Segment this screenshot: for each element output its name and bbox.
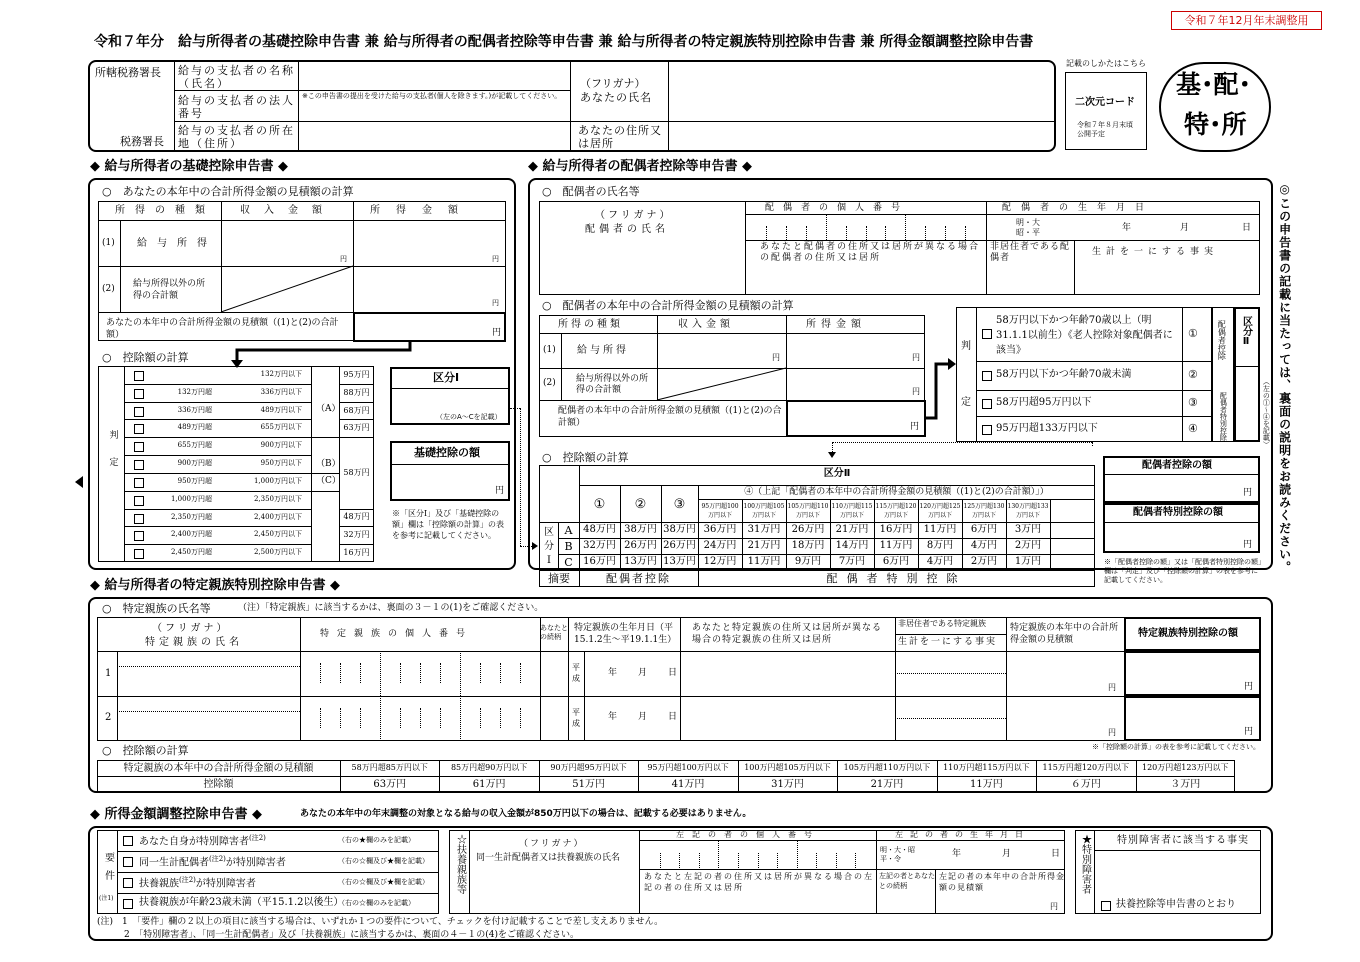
adjust-req2-label: 同一生計配偶者$^{(注2)}$が特別障害者: [139, 855, 286, 869]
relative-range-4: 100万円超105万円以下: [744, 763, 831, 772]
relative-amount-8: ３万円: [1170, 779, 1201, 790]
spouse-table-cell: 26万円: [663, 540, 696, 551]
spouse-calc-title: ○ 配偶者の本年中の合計所得金額の見積額の計算: [542, 299, 794, 312]
spouse-col-income: 収入金額: [678, 319, 734, 330]
relative-range-6: 110万円超115万円以下: [943, 763, 1030, 772]
basic-judge-checkbox-1[interactable]: [134, 371, 144, 381]
basic-range-hi: 336万円以下: [260, 387, 302, 396]
spouse-name-field[interactable]: [540, 240, 744, 294]
adjust-fact-checkbox[interactable]: [1101, 901, 1111, 911]
spouse-judge-t: 定: [961, 397, 971, 408]
qr-note2: 公開予定: [1077, 130, 1105, 138]
relative-amount-title: 特定親族特別控除の額: [1138, 628, 1238, 639]
spouse-table-cell: 2万円: [1014, 540, 1042, 551]
spouse-range-1: 100万円超105万円以下: [743, 503, 785, 519]
adjust-req4-checkbox[interactable]: [123, 899, 133, 909]
relative-row2-no: 2: [105, 712, 112, 723]
spouse-kubun1-label: 区分Ⅰ: [544, 527, 554, 566]
adjust-note2: 2 「特別障害者」、「同一生計配偶者」及び「扶養親族」に該当するかは、裏面の４－１の(4)をご確認ください。: [97, 930, 579, 940]
relative-range-7: 115万円超120万円以下: [1042, 763, 1130, 772]
relative-amount-3: 41万円: [671, 779, 705, 790]
adjust-era: 明・大・昭 平・令: [880, 846, 915, 863]
adjust-star-white: ☆扶養親族等: [454, 834, 466, 894]
spouse-table-cell: 18万円: [791, 540, 825, 551]
spouse-table-cell: 12万円: [703, 556, 737, 567]
adjust-req4-note: （右の☆欄のみを記載）: [338, 899, 415, 907]
adjust-address-label: あなたと左記の者の住所又は居所が異なる場合の左記の者の住所又は居所: [644, 872, 874, 892]
adjust-birth-field[interactable]: [920, 841, 1064, 868]
spouse-range-2: 105万円超110万円以下: [787, 503, 829, 519]
relative-birth-field-1[interactable]: [569, 652, 679, 695]
spouse-range-5: 120万円超125万円以下: [919, 503, 961, 519]
relative-heading: ◆ 給与所得者の特定親族特別控除申告書 ◆: [90, 578, 341, 593]
spouse-summary-spded: 配偶者特別控除: [826, 572, 967, 585]
basic-cat-a: （A）: [316, 404, 341, 414]
basic-judge-checkbox-2[interactable]: [134, 389, 144, 399]
spouse-side-spded: 配偶者特別控除: [1219, 392, 1228, 441]
basic-amount-1: 88万円: [343, 387, 370, 397]
adjust-star-black: ★特別障害者: [1079, 834, 1091, 894]
your-name-label: あなたの氏名: [580, 91, 652, 104]
spouse-table-cell: 16万円: [583, 556, 616, 567]
payer-number-cells[interactable]: [298, 104, 570, 121]
relative-address-field-1[interactable]: [681, 652, 894, 695]
spouse-table-cell: 4万円: [926, 556, 954, 567]
spouse-judge-4-checkbox[interactable]: [982, 425, 992, 435]
spouse-table-cell: 4万円: [970, 540, 998, 551]
spouse-ded-field[interactable]: [1105, 476, 1258, 501]
spouse-table-cell: 13万円: [663, 556, 696, 567]
spouse-table-cell: 14万円: [835, 540, 869, 551]
spouse-table-cell: A: [564, 524, 573, 537]
adjust-req3-checkbox[interactable]: [123, 878, 133, 888]
spouse-note: ※「配偶者控除の額」又は「配偶者特別控除の額」欄は「判定」及び「控除額の計算」の表を参考に記載してください。: [1104, 558, 1262, 584]
adjust-mynumber-field[interactable]: [640, 841, 875, 868]
basic-range-hi: 1,000万円以下: [253, 476, 302, 485]
relative-range-1: 85万円超90万円以下: [450, 763, 528, 772]
basic-judge-checkbox-11[interactable]: [134, 549, 144, 559]
spouse-table-cell: 26万円: [791, 524, 825, 535]
spouse-total-field[interactable]: [786, 400, 926, 437]
basic-amount-7: 16万円: [343, 548, 370, 558]
spouse-range-3: 110万円超115万円以下: [831, 503, 873, 519]
relative-tbl-label1: 特定親族の本年中の合計所得金額の見積額: [123, 763, 314, 774]
relative-amount-6: 11万円: [970, 779, 1003, 790]
spouse-address-label: あなたと配偶者の住所又は居所が異なる場合の配偶者の住所又は居所: [760, 242, 981, 263]
basic-calc-title: ○ あなたの本年中の合計所得金額の見積額の計算: [102, 185, 354, 198]
spouse-col-earn: 所得金額: [806, 319, 866, 330]
spouse-spded-title: 配偶者特別控除の額: [1133, 507, 1223, 518]
basic-range-lo: 900万円超: [177, 459, 212, 468]
spouse-table-cell: 11万円: [923, 524, 957, 535]
basic-range-lo: 336万円超: [177, 405, 212, 414]
basic-range-lo: 950万円超: [177, 476, 212, 485]
relative-amount-7: ６万円: [1070, 779, 1101, 790]
basic-salary-earn-field[interactable]: [354, 221, 505, 265]
basic-judge-checkbox-4[interactable]: [134, 424, 144, 434]
basic-range-hi: 950万円以下: [260, 459, 302, 468]
payer-name-label: 給与の支払者の名称（氏名）: [178, 64, 295, 90]
adjust-rel-label: 左記の者とあなたとの続柄: [879, 872, 935, 890]
relative-nonres-label: 非居住者である特定親族: [898, 619, 986, 628]
relative-range-5: 105万円超110万円以下: [843, 763, 931, 772]
relative-range-2: 90万円超95万円以下: [550, 763, 627, 772]
relative-name-field-2[interactable]: [118, 712, 299, 740]
basic-amount-0: 95万円: [343, 369, 370, 379]
spouse-table-cell: 13万円: [624, 556, 657, 567]
spouse-summary-ded: 配偶者控除: [606, 572, 671, 585]
basic-judge-checkbox-5[interactable]: [134, 442, 144, 452]
spouse-table-cell: 8万円: [926, 540, 954, 551]
spouse-range-7: 130万円超133万円以下: [1007, 503, 1049, 519]
spouse-table-cell: C: [564, 556, 573, 569]
basic-range-lo: 2,450万円超: [170, 548, 212, 557]
basic-amount-3: 63万円: [343, 423, 370, 433]
spouse-heading: ◆ 給与所得者の配偶者控除等申告書 ◆: [528, 159, 753, 174]
spouse-judge-h: 判: [961, 341, 971, 352]
spouse-livelihood-label: 生計を一にする事実: [1092, 247, 1219, 257]
basic-range-lo: 132万円超: [177, 387, 212, 396]
basic-range-hi: 489万円以下: [260, 405, 302, 414]
relative-deduct-title: ○ 控除額の計算: [102, 744, 189, 757]
office-suffix: 税務署長: [120, 135, 164, 148]
spouse-birth-field[interactable]: [1050, 215, 1259, 239]
basic-cat-c: （C）: [316, 476, 341, 486]
spouse-k2-head: 区分Ⅱ: [823, 468, 851, 479]
basic-range-hi: 2,500万円以下: [253, 548, 302, 557]
spouse-row1-label: 給与所得: [577, 345, 629, 356]
spouse-col-type: 所得の種類: [558, 319, 623, 330]
basic-range-lo: 1,000万円超: [170, 494, 212, 503]
relative-income-label: 特定親族の本年中の合計所得金額の見積額: [1010, 623, 1119, 645]
basic-range-hi: 132万円以下: [260, 370, 302, 378]
spouse-table-cell: 7万円: [838, 556, 866, 567]
relative-amount-2: 51万円: [572, 779, 605, 790]
spouse-salary-income-field[interactable]: [658, 334, 785, 367]
basic-judge-checkbox-6[interactable]: [134, 460, 144, 470]
basic-amount-title: 基礎控除の額: [414, 446, 480, 459]
spouse-salary-earn-field[interactable]: [787, 334, 924, 367]
adjust-name-label: 同一生計配偶者又は扶養親族の氏名: [476, 853, 621, 863]
relative-name-note: （注）「特定親族」に該当するかは、裏面の３－１の(1)をご確認ください。: [238, 603, 544, 613]
basic-row1-label: 給 与 所 得: [137, 238, 207, 249]
spouse-name-label: 配偶者の氏名: [585, 224, 669, 235]
spouse-judge-1: 58万円以下かつ年齢70歳以上（明31.1.1以前生）《老人控除対象配偶者に該当》: [996, 315, 1173, 356]
spouse-table-cell: 9万円: [794, 556, 822, 567]
relative-income-field-2[interactable]: [1007, 697, 1123, 740]
basic-range-lo: 2,350万円超: [170, 512, 212, 521]
adjust-req-sup: (注1): [99, 895, 114, 902]
basic-range-hi: 655万円以下: [260, 423, 302, 432]
relative-range-0: 58万円超85万円以下: [351, 763, 428, 772]
spouse-range-6: 125万円超130万円以下: [963, 503, 1005, 519]
adjust-fact-field[interactable]: [1095, 851, 1260, 895]
adjust-req2-checkbox[interactable]: [123, 857, 133, 867]
spouse-table-cell: 31万円: [747, 524, 781, 535]
relative-name-label: 特定親族の氏名: [145, 637, 243, 648]
spouse-table-cell: 11万円: [879, 540, 913, 551]
relative-amount-0: 63万円: [373, 779, 407, 790]
basic-total-label: あなたの本年中の合計所得金額の見積額（(1)と(2)の合計額）: [106, 318, 339, 340]
howto-link[interactable]: 記載のしかたはこちら: [1066, 59, 1146, 68]
basic-amount-field[interactable]: [392, 466, 508, 499]
basic-col-type: 所 得 の 種 類: [115, 205, 205, 216]
relative-deduct-note: ※「控除額の計算」の表を参考に記載してください。: [1092, 743, 1260, 751]
kubun1-field[interactable]: [392, 390, 508, 414]
form-type-line2: 特･所: [1184, 110, 1247, 139]
your-name-furigana: （フリガナ）: [580, 77, 646, 90]
adjust-furigana: （フリガナ）: [519, 839, 585, 849]
basic-range-lo: 489万円超: [177, 423, 212, 432]
spouse-table-cell: 2万円: [970, 556, 998, 567]
relative-range-8: 120万円超123万円以下: [1141, 763, 1229, 772]
adjust-name-field[interactable]: [470, 866, 638, 912]
basic-amount-4: 58万円: [343, 467, 370, 477]
relative-rel-label: あなたとの続柄: [540, 624, 568, 641]
spouse-col4-head: ④（上記「配偶者の本年中の合計所得金額の見積額（(1)と(2)の合計額）」）: [744, 487, 1049, 497]
relative-name-field-1[interactable]: [118, 667, 299, 695]
spouse-table-cell: 24万円: [703, 540, 737, 551]
spouse-range-4: 115万円超120万円以下: [875, 503, 917, 519]
spouse-table-cell: 16万円: [879, 524, 913, 535]
relative-amount-4: 31万円: [771, 779, 804, 790]
relative-birth-label: 特定親族の生年月日（平15.1.2生～平19.1.1生）: [574, 623, 677, 645]
spouse-name-title: ○ 配偶者の氏名等: [542, 185, 640, 198]
spouse-judge-2-checkbox[interactable]: [982, 371, 992, 381]
payer-number-note: ※この申告書の提出を受けた給与の支払者(個人を除きます。)が記載してください。: [302, 92, 562, 100]
year-end-stamp: 令和７年12月年末調整用: [1171, 11, 1322, 30]
relative-row1-era: 平成: [572, 663, 580, 683]
basic-amount-6: 32万円: [343, 530, 370, 540]
basic-judge-checkbox-7[interactable]: [134, 478, 144, 488]
relative-range-3: 95万円超100万円以下: [647, 763, 729, 772]
kubun2-title: 区分Ⅱ: [1240, 316, 1252, 347]
your-address-field[interactable]: [670, 123, 1054, 151]
spouse-table-cell: 26万円: [624, 540, 657, 551]
spouse-judge-4: 95万円超133万円以下: [996, 423, 1098, 434]
relative-livelihood-label: 生計を一にする事実: [898, 637, 998, 647]
adjust-req3-label: 扶養親族$^{(注2)}$が特別障害者: [139, 876, 256, 890]
spouse-total-label: 配偶者の本年中の合計所得金額の見積額（(1)と(2)の合計額）: [558, 406, 782, 428]
basic-other-earn-field[interactable]: [354, 267, 505, 311]
kubun1-note: （左のA～Cを記載）: [436, 413, 502, 421]
basic-col-earn: 所 得 金 額: [370, 205, 461, 216]
spouse-range-0: 95万円超100万円以下: [701, 503, 739, 519]
spouse-address-field[interactable]: [746, 265, 985, 294]
adjust-income-label: 左記の者の本年中の合計所得金額の見積額: [939, 872, 1065, 892]
adjust-req1-label: あなた自身が特別障害者$^{(注2)}$: [139, 834, 266, 848]
payer-address-label: 給与の支払者の所在地（住所）: [178, 124, 295, 150]
adjust-req2-note: （右の☆欄及び★欄を記載）: [338, 857, 429, 865]
spouse-judge-2: 58万円以下かつ年齢70歳未満: [996, 369, 1132, 380]
spouse-ded-title: 配偶者控除の額: [1142, 460, 1212, 471]
relative-amount-5: 21万円: [870, 779, 904, 790]
spouse-mynumber-field[interactable]: [746, 215, 985, 239]
page-left-arrow: [75, 476, 83, 488]
spouse-row2-label: 給与所得以外の所得の合計額: [576, 374, 649, 395]
basic-range-hi: 2,400万円以下: [253, 512, 302, 521]
basic-row2-label: 給与所得以外の所得の合計額: [133, 279, 206, 301]
spouse-deduct-title: ○ 控除額の計算: [542, 451, 629, 464]
spouse-era: 明・大 昭・平: [1016, 218, 1040, 237]
spouse-table-cell: 32万円: [583, 540, 616, 551]
basic-amount-5: 48万円: [343, 512, 370, 522]
adjust-fact-label: 特別障害者に該当する事実: [1117, 835, 1249, 846]
qr-code-placeholder: [1065, 72, 1147, 150]
spouse-table-cell: 6万円: [970, 524, 998, 535]
spouse-table-cell: 21万円: [835, 524, 869, 535]
basic-judge-checkbox-9[interactable]: [134, 514, 144, 524]
spouse-spded-field[interactable]: [1105, 524, 1258, 551]
payer-number-label: 給与の支払者の法人番号: [178, 94, 295, 120]
basic-deduct-title: ○ 控除額の計算: [102, 351, 189, 364]
spouse-col-head-1: ②: [634, 497, 647, 512]
basic-range-lo: 655万円超: [177, 441, 212, 450]
spouse-side-ded: 配偶者控除: [1217, 320, 1227, 360]
adjust-address-field[interactable]: [640, 894, 875, 913]
spouse-judge-3: 58万円超95万円以下: [996, 397, 1092, 408]
basic-col-income: 収 入 金 額: [240, 205, 324, 216]
relative-amount-row1[interactable]: [1124, 651, 1261, 696]
basic-judge-label: 判 定: [107, 430, 118, 466]
spouse-table-cell: 36万円: [703, 524, 737, 535]
basic-salary-income-field[interactable]: [222, 221, 352, 265]
spouse-table-cell: 21万円: [747, 540, 781, 551]
side-instruction: ◎この申告書の記載に当たっては、裏面の説明をお読みください。: [1277, 182, 1292, 574]
relative-address-label: あなたと特定親族の住所又は居所が異なる場合の特定親族の住所又は居所: [692, 623, 883, 645]
basic-note: ※「区分Ⅰ」及び「基礎控除の額」欄は「控除額の計算」の表を参考に記載してください。: [392, 509, 504, 540]
relative-income-field-1[interactable]: [1007, 652, 1123, 695]
basic-judge-checkbox-10[interactable]: [134, 531, 144, 541]
kubun2-note: （左の①～④を記載）: [1262, 378, 1271, 448]
adjust-birth-label: 左記の者の生年月日: [895, 830, 1030, 839]
qr-title: 二次元コード: [1075, 97, 1135, 108]
basic-range-lo: 2,400万円超: [170, 530, 212, 539]
qr-note1: 令和７年８月末頃: [1077, 121, 1133, 129]
basic-judge-checkbox-8[interactable]: [134, 496, 144, 506]
form-type-line1: 基･配･: [1176, 70, 1252, 99]
basic-total-field[interactable]: [353, 312, 506, 342]
kubun1-title: 区分Ⅰ: [433, 371, 460, 384]
adjust-req4-label: 扶養親族が年齢23歳未満（平15.1.2以後生）: [139, 897, 344, 908]
spouse-col-head-0: ①: [593, 497, 606, 512]
spouse-judge-3-checkbox[interactable]: [982, 399, 992, 409]
relative-name-title: ○ 特定親族の氏名等: [102, 602, 211, 615]
basic-heading: ◆ 給与所得者の基礎控除申告書 ◆: [90, 159, 289, 174]
spouse-col-head-2: ③: [673, 497, 686, 512]
relative-tbl-label2: 控除額: [203, 779, 234, 790]
basic-range-hi: 900万円以下: [260, 441, 302, 450]
relative-address-field-2[interactable]: [681, 697, 894, 740]
spouse-other-earn-field[interactable]: [787, 369, 924, 399]
basic-judge-checkbox-3[interactable]: [134, 407, 144, 417]
adjust-req-label: 要件: [102, 852, 114, 888]
spouse-nonres-label: 非居住者である配偶者: [990, 242, 1071, 263]
adjust-req3-note: （右の☆欄及び★欄を記載）: [338, 878, 429, 886]
form-title: 令和７年分 給与所得者の基礎控除申告書 兼 給与所得者の配偶者控除等申告書 兼 給与所得者の特定親族特別控除申告書 兼 所得金額調整控除申告書: [94, 34, 1034, 50]
basic-range-hi: 2,450万円以下: [253, 530, 302, 539]
spouse-table-cell: 1万円: [1014, 556, 1042, 567]
adjust-mynumber-label: 左記の者の個人番号: [676, 830, 820, 839]
basic-amount-2: 68万円: [343, 405, 370, 415]
office-label: 所轄税務署長: [95, 66, 161, 79]
spouse-birth-label: 配偶者の生年月日: [1002, 203, 1155, 213]
spouse-table-cell: 48万円: [583, 524, 616, 535]
your-name-field[interactable]: [670, 64, 1054, 120]
adjust-req1-checkbox[interactable]: [123, 836, 133, 846]
adjust-heading-note: あなたの本年中の年末調整の対象となる給与の収入金額が850万円以下の場合は、記載する必要はありません。: [300, 809, 752, 819]
relative-amount-row2[interactable]: [1124, 696, 1261, 741]
relative-birth-field-2[interactable]: [569, 697, 679, 740]
relative-row1-no: 1: [105, 668, 112, 679]
relative-row2-era: 平成: [572, 708, 580, 728]
spouse-table-cell: 6万円: [882, 556, 910, 567]
spouse-furigana: （フリガナ）: [595, 210, 673, 221]
basic-range-hi: 2,350万円以下: [253, 494, 302, 503]
spouse-table-cell: 38万円: [624, 524, 657, 535]
adjust-req1-note: （右の★欄のみを記載）: [338, 836, 415, 844]
spouse-table-cell: 11万円: [747, 556, 781, 567]
adjust-note1: (注) 1 「要件」欄の２以上の項目に該当する場合は、いずれか１つの要件について、チェックを付け記載することで差し支えありません。: [97, 917, 664, 927]
relative-mynumber-label: 特定親族の個人番号: [320, 629, 474, 639]
adjust-fact-cb-label: 扶養控除等申告書のとおり: [1116, 899, 1236, 910]
relative-furigana: （フリガナ）: [152, 623, 230, 634]
relative-mynumber-field-2[interactable]: [301, 697, 539, 740]
relative-amount-1: 61万円: [472, 779, 506, 790]
spouse-judge-1-checkbox[interactable]: [982, 329, 992, 339]
spouse-table-cell: 38万円: [663, 524, 696, 535]
basic-cat-b: （B）: [316, 459, 341, 469]
relative-mynumber-field-1[interactable]: [301, 652, 539, 695]
adjust-heading: ◆ 所得金額調整控除申告書 ◆: [90, 807, 263, 822]
your-address-label: あなたの住所又は居所: [578, 124, 662, 150]
kubun2-field[interactable]: [1236, 368, 1258, 440]
spouse-mynumber-label: 配偶者の個人番号: [765, 203, 910, 213]
spouse-table-cell: 3万円: [1014, 524, 1042, 535]
spouse-summary-label: 摘要: [548, 572, 570, 585]
spouse-table-cell: B: [564, 540, 573, 553]
